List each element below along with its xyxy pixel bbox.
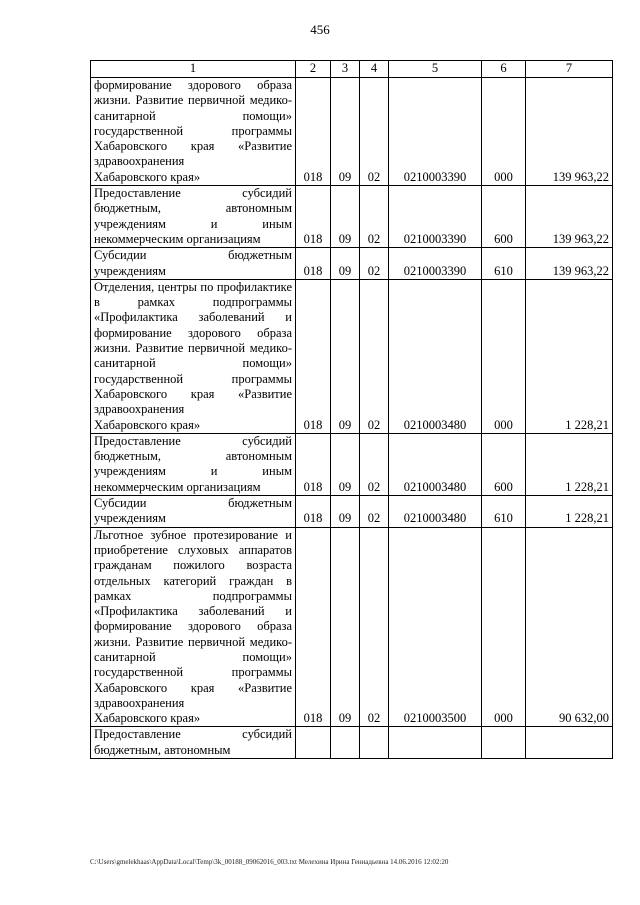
table-row — [91, 78, 613, 186]
cell-expense-type: 600 — [482, 433, 526, 495]
cell-target-article: 0210003390 — [389, 248, 482, 280]
description-line: категорий граждан в рамках — [94, 573, 293, 603]
description-line: Льготное зубное — [94, 527, 187, 542]
row-description — [91, 527, 296, 727]
cell-target-article: 0210003480 — [389, 279, 482, 433]
description-line: Хабаровского края» — [94, 169, 201, 184]
cell-expense-type: 000 — [482, 279, 526, 433]
description-line: государственной программы — [94, 665, 292, 680]
cell-ministry: 018 — [296, 496, 331, 528]
cell-subsection: 02 — [360, 527, 389, 727]
description-line: здравоохранения — [94, 695, 185, 710]
description-line: «Развитие здравоохранения — [94, 139, 292, 169]
cell-subsection: 02 — [360, 248, 389, 280]
table-row — [91, 433, 613, 495]
cell-section: 09 — [331, 433, 360, 495]
cell-subsection: 02 — [360, 433, 389, 495]
description-line: санитарной помощи» — [94, 356, 292, 371]
cell-amount: 1 228,21 — [526, 433, 613, 495]
description-line: подпрограммы «Профилактика — [94, 295, 293, 325]
description-line: профилактике в рамках — [94, 279, 292, 310]
row-description — [91, 433, 296, 495]
column-header: 5 — [389, 61, 482, 78]
description-line: Субсидии бюджетным — [94, 248, 292, 263]
cell-expense-type: 610 — [482, 248, 526, 280]
cell-ministry: 018 — [296, 248, 331, 280]
description-line: пожилого возраста отдельных — [94, 558, 292, 588]
column-header: 1 — [91, 61, 296, 78]
cell-target-article — [389, 727, 482, 759]
row-description — [91, 496, 296, 528]
row-description — [91, 248, 296, 280]
cell-ministry — [296, 727, 331, 759]
table-row — [91, 186, 613, 248]
description-line: первичной медико-санитарной — [94, 93, 292, 123]
column-header: 6 — [482, 61, 526, 78]
description-line: Предоставление субсидий — [94, 727, 292, 742]
column-header: 2 — [296, 61, 331, 78]
cell-section: 09 — [331, 186, 360, 248]
cell-amount: 90 632,00 — [526, 527, 613, 727]
row-description — [91, 279, 296, 433]
table-row — [91, 527, 613, 727]
description-line: Хабаровского края «Развитие — [94, 386, 292, 401]
cell-subsection: 02 — [360, 279, 389, 433]
description-line: учреждениям — [94, 263, 166, 278]
cell-ministry: 018 — [296, 279, 331, 433]
description-line: приобретение слуховых — [94, 542, 229, 557]
description-line: образа жизни. Развитие — [94, 78, 292, 108]
description-line: Хабаровского края» — [94, 417, 201, 432]
cell-section: 09 — [331, 248, 360, 280]
cell-target-article: 0210003390 — [389, 78, 482, 186]
table-row — [91, 279, 613, 433]
description-line: Развитие первичной медико- — [135, 634, 292, 649]
row-description — [91, 727, 296, 759]
description-line: учреждениям и иным — [94, 216, 292, 231]
cell-target-article: 0210003390 — [389, 186, 482, 248]
cell-section: 09 — [331, 496, 360, 528]
description-line: здравоохранения — [94, 402, 185, 417]
cell-section: 09 — [331, 527, 360, 727]
cell-ministry: 018 — [296, 186, 331, 248]
cell-target-article: 0210003480 — [389, 496, 482, 528]
description-line: бюджетным, автономным — [94, 742, 231, 757]
cell-amount: 139 963,22 — [526, 78, 613, 186]
cell-ministry: 018 — [296, 433, 331, 495]
cell-amount: 139 963,22 — [526, 186, 613, 248]
cell-expense-type: 000 — [482, 78, 526, 186]
cell-expense-type: 000 — [482, 527, 526, 727]
description-line: здорового образа жизни. — [94, 325, 292, 356]
table-row — [91, 248, 613, 280]
cell-amount: 1 228,21 — [526, 279, 613, 433]
cell-ministry: 018 — [296, 527, 331, 727]
cell-amount — [526, 727, 613, 759]
description-line: помощи» государственной — [94, 108, 292, 138]
description-line: подпрограммы «Профилактика — [94, 588, 292, 619]
description-line: некоммерческим организациям — [94, 479, 261, 494]
description-line: Предоставление субсидий — [94, 433, 292, 448]
description-line: санитарной помощи» — [94, 649, 292, 664]
column-header: 3 — [331, 61, 360, 78]
description-line: программы Хабаровского края — [94, 123, 292, 154]
description-line: протезирование и — [193, 527, 292, 542]
description-line: Субсидии бюджетным — [94, 496, 292, 511]
description-line: учреждениям и иным — [94, 464, 292, 479]
cell-subsection: 02 — [360, 186, 389, 248]
description-line: Хабаровского края «Развитие — [94, 680, 292, 695]
header-row — [91, 61, 613, 78]
cell-amount: 1 228,21 — [526, 496, 613, 528]
description-line: формирование здорового — [94, 78, 241, 92]
cell-section — [331, 727, 360, 759]
cell-section: 09 — [331, 78, 360, 186]
description-line: государственной программы — [94, 371, 292, 386]
cell-expense-type — [482, 727, 526, 759]
table-row — [91, 727, 613, 759]
description-line: бюджетным, автономным — [94, 201, 292, 216]
column-header: 7 — [526, 61, 613, 78]
cell-target-article: 0210003480 — [389, 433, 482, 495]
description-line: здорового образа жизни. — [94, 619, 292, 649]
column-header: 4 — [360, 61, 389, 78]
description-line: Развитие первичной медико- — [135, 341, 292, 356]
row-description — [91, 186, 296, 248]
description-line: Предоставление субсидий — [94, 186, 292, 201]
description-line: заболеваний и формирование — [94, 604, 292, 634]
cell-target-article: 0210003500 — [389, 527, 482, 727]
cell-subsection: 02 — [360, 496, 389, 528]
cell-amount: 139 963,22 — [526, 248, 613, 280]
description-line: учреждениям — [94, 511, 166, 526]
row-description — [91, 78, 296, 186]
description-line: Хабаровского края» — [94, 711, 201, 726]
cell-subsection: 02 — [360, 78, 389, 186]
description-line: бюджетным, автономным — [94, 449, 292, 464]
budget-table — [90, 60, 613, 759]
cell-ministry: 018 — [296, 78, 331, 186]
table-row — [91, 496, 613, 528]
description-line: заболеваний и формирование — [94, 310, 292, 340]
cell-section: 09 — [331, 279, 360, 433]
description-line: аппаратов гражданам — [94, 542, 292, 573]
table-body — [91, 78, 613, 759]
cell-expense-type: 610 — [482, 496, 526, 528]
description-line: некоммерческим организациям — [94, 231, 261, 246]
cell-subsection — [360, 727, 389, 759]
page-number: 456 — [310, 22, 330, 37]
description-line: Отделения, центры по — [94, 279, 214, 294]
cell-expense-type: 600 — [482, 186, 526, 248]
file-path-footer: C:\Users\gmelekhaas\AppData\Local\Temp\3k_00188_09062016_003.txt Мелехина Ирина Геннадьевна 14.06.2016 12:02:20 — [90, 858, 449, 866]
